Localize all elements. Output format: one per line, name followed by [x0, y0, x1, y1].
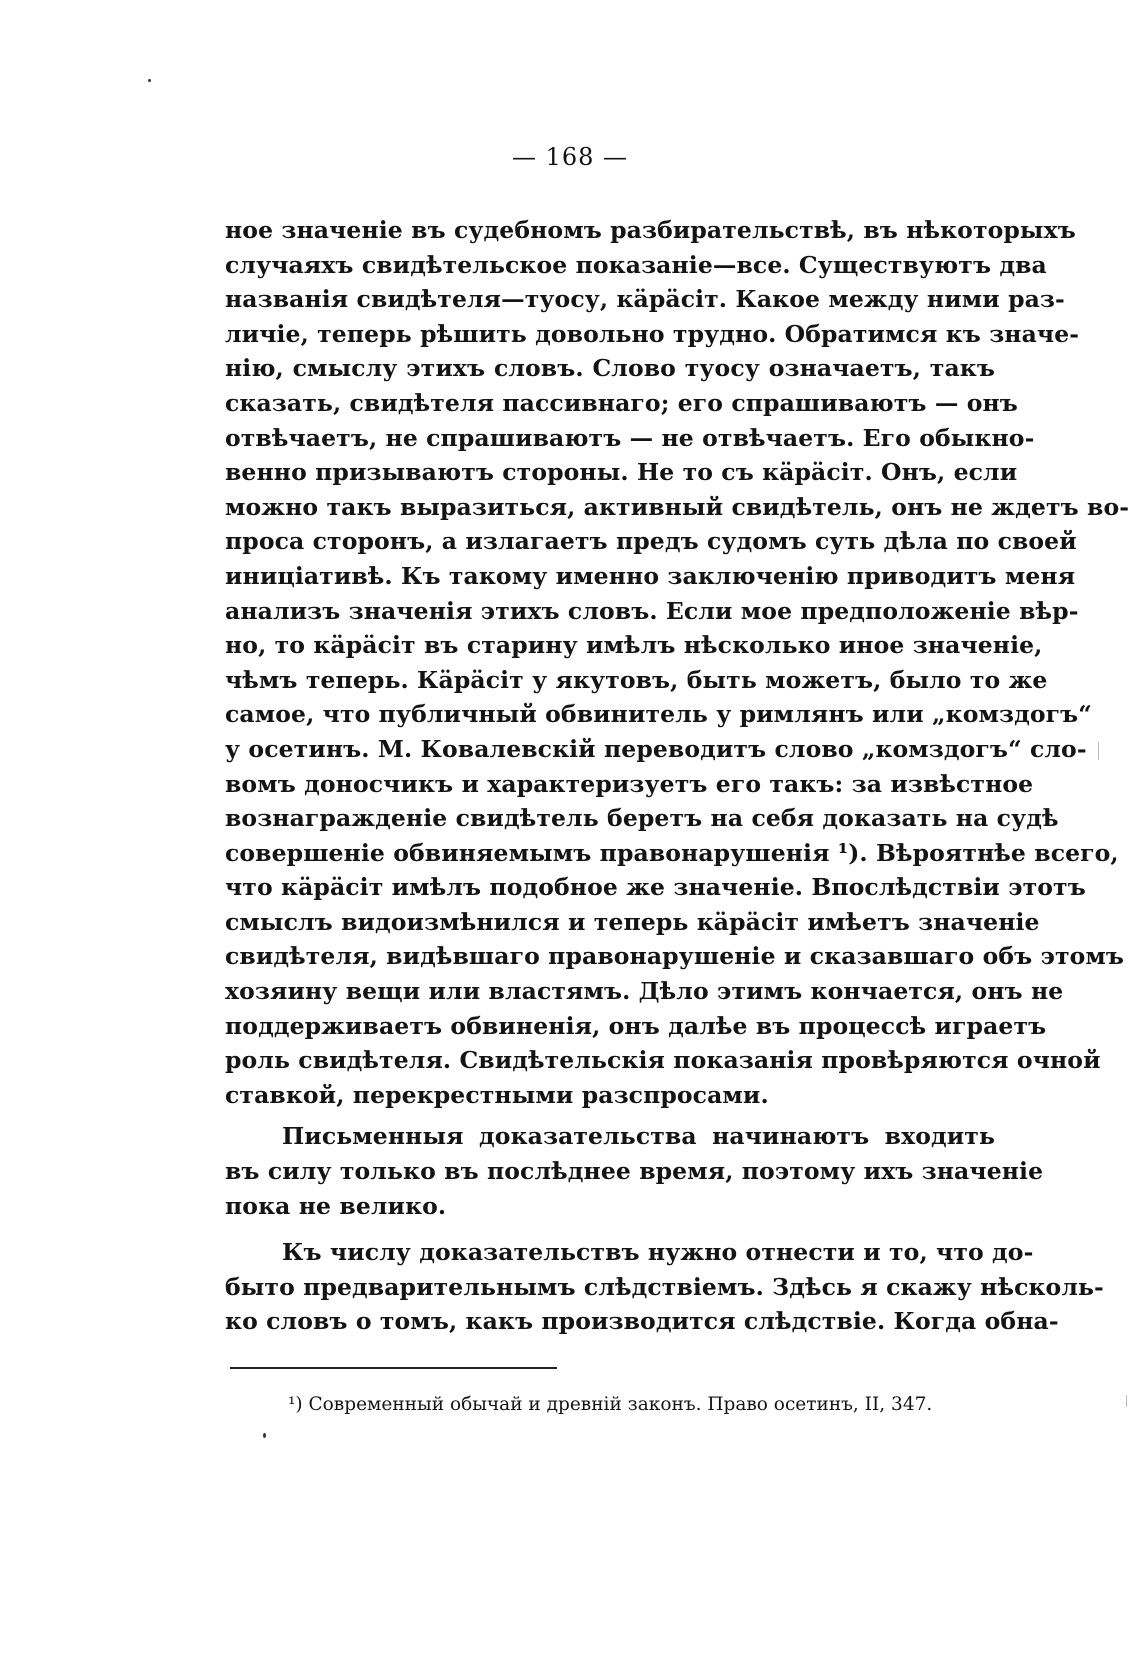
- text-line: названія свидѣтеля—туосу, кäрäсiт. Какое между ними раз-: [225, 285, 1065, 314]
- text-line: но, то кäрäсiт въ старину имѣлъ нѣсколько иное значеніе,: [225, 631, 1043, 660]
- text-line: Къ числу доказательствъ нужно отнести и то, что до-: [282, 1238, 1034, 1267]
- paragraph-gap: [225, 1223, 995, 1235]
- text-line: проса сторонъ, а излагаетъ предъ судомъ суть дѣла по своей: [225, 527, 1077, 556]
- scan-edge-mark: [1098, 742, 1099, 760]
- text-line: отвѣчаетъ, не спрашиваютъ — не отвѣчаетъ. Его обыкно-: [225, 423, 1035, 452]
- text-line: что кäрäсiт имѣлъ подобное же значеніе. Впослѣдствіи этотъ: [225, 873, 1086, 902]
- print-speck: [148, 79, 151, 82]
- text-line: иниціативѣ. Къ такому именно заключенію приводитъ меня: [225, 561, 1076, 590]
- text-line: венно призываютъ стороны. Не то съ кäрäсiт. Онъ, если: [225, 458, 1018, 487]
- text-line: можно такъ выразиться, активный свидѣтель, онъ не ждетъ во-: [225, 492, 1130, 521]
- text-line: самое, что публичный обвинитель у римлянъ или „комздогъ“: [225, 700, 1092, 729]
- text-line: ное значеніе въ судебномъ разбирательствѣ, въ нѣкоторыхъ: [225, 216, 1076, 244]
- paragraph-gap: [225, 1112, 995, 1119]
- text-line: анализъ значенія этихъ словъ. Если мое предположеніе вѣр-: [225, 596, 1079, 625]
- text-line: въ силу только въ послѣднее время, поэтому ихъ значеніе: [225, 1157, 1044, 1186]
- footnote: ¹) Современный обычай и древній законъ. Право осетинъ, II, 347.: [288, 1394, 933, 1415]
- body-text: [225, 213, 1130, 1339]
- text-line: хозяину вещи или властямъ. Дѣло этимъ кончается, онъ не: [225, 977, 1064, 1006]
- text-line: личіе, теперь рѣшить довольно трудно. Обратимся къ значе-: [225, 319, 1080, 348]
- text-line: случаяхъ свидѣтельское показаніе—все. Существуютъ два: [225, 250, 1047, 279]
- text-line: роль свидѣтеля. Свидѣтельскія показанія провѣряются очной: [225, 1046, 1101, 1075]
- paragraph-written-evidence: [225, 1119, 1044, 1223]
- text-line: смыслъ видоизмѣнился и теперь кäрäсiт имѣетъ значеніе: [225, 907, 1040, 936]
- text-line: пока не велико.: [225, 1191, 447, 1220]
- scan-edge-mark: [1126, 1395, 1127, 1407]
- footnote-divider: [230, 1367, 557, 1369]
- text-line: вознагражденіе свидѣтель беретъ на себя доказать на судѣ: [225, 804, 1059, 833]
- text-line: совершеніе обвиняемымъ правонарушенія ¹). Вѣроятнѣе всего,: [225, 838, 1119, 867]
- page-number: — 168 —: [511, 143, 629, 171]
- text-line: вомъ доносчикъ и характеризуетъ его такъ: за извѣстное: [225, 769, 1034, 798]
- text-line: нію, смыслу этихъ словъ. Слово туосу означаетъ, такъ: [225, 354, 995, 383]
- text-line: ко словъ о томъ, какъ производится слѣдствіе. Когда обна-: [225, 1307, 1059, 1336]
- text-line: ставкой, перекрестными разспросами.: [225, 1080, 769, 1109]
- text-line: чѣмъ теперь. Кäрäсiт у якутовъ, быть можетъ, было то же: [225, 665, 1048, 694]
- text-line: быто предварительнымъ слѣдствіемъ. Здѣсь я скажу нѣсколь-: [225, 1272, 1104, 1301]
- text-line: у осетинъ. М. Ковалевскій переводитъ слово „комздогъ“ сло-: [225, 734, 1087, 763]
- text-line: сказать, свидѣтеля пассивнаго; его спрашиваютъ — онъ: [225, 388, 1018, 417]
- text-line: Письменныя доказательства начинаютъ входить: [282, 1122, 995, 1151]
- print-speck: [263, 1433, 266, 1438]
- paragraph-witnesses: [225, 213, 1130, 1112]
- text-line: поддерживаетъ обвиненія, онъ далѣе въ процессѣ играетъ: [225, 1011, 1047, 1040]
- paragraph-investigation: [225, 1235, 1104, 1339]
- text-line: свидѣтеля, видѣвшаго правонарушеніе и сказавшаго объ этомъ: [225, 942, 1125, 971]
